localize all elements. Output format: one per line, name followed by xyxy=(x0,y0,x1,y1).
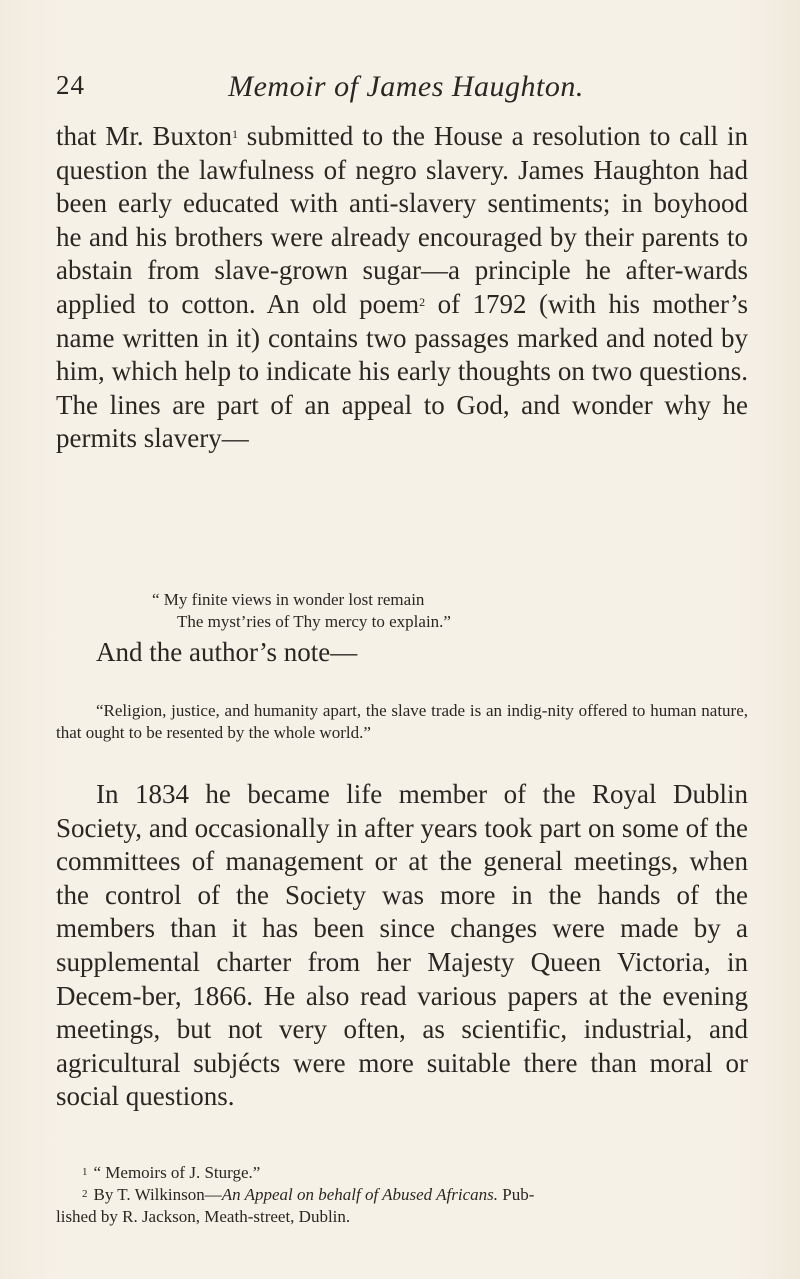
para-1-text-start: that Mr. Buxton xyxy=(56,121,232,151)
running-title: Memoir of James Haughton. xyxy=(228,70,584,103)
page-number: 24 xyxy=(56,70,85,100)
page-header xyxy=(56,70,756,110)
footnote-ref-1: 1 xyxy=(231,127,238,141)
poem-line-2: The myst’ries of Thy mercy to explain.” xyxy=(177,612,451,631)
footnote-1-number: 1 xyxy=(82,1166,88,1178)
footnote-2 xyxy=(56,1184,748,1228)
para-1-text-end: of 1792 (with his mother’s name written in it) contains two passages marked and noted by him, which help to indicate his early thoughts on two questions. The lines are part of an appeal to God, and wonder why he permits slavery— xyxy=(56,288,748,454)
poem-line-1: “ My finite views in wonder lost remain xyxy=(152,590,425,609)
footnote-2-continuation: lished by R. Jackson, Meath-street, Dublin. xyxy=(56,1207,351,1226)
para-2-text: And the author’s note— xyxy=(96,637,358,667)
para-3-text: In 1834 he became life member of the Royal Dublin Society, and occasionally in after years took part on some of the committees of management or at the general meetings, when the control of the Society was more in the hands of the members than it has been since changes were made by a supplemental charter from her Majesty Queen Victoria, in Decem-ber, 1866. He also read various papers at the evening meetings, but not very often, as scientific, industrial, and agricultural subjécts were more suitable there than moral or social questions. xyxy=(56,779,748,1112)
paragraph-buxton xyxy=(56,120,748,456)
footnote-2-text-start: By T. Wilkinson— xyxy=(93,1185,222,1204)
footnote-1-text: “ Memoirs of J. Sturge.” xyxy=(93,1163,261,1182)
footnote-1 xyxy=(56,1162,748,1184)
author-note-quotation xyxy=(56,700,748,744)
para-1-text-middle: submitted to the House a resolution to call in question the lawfulness of negro slavery. James Haughton had been early educated with anti-slavery sentiments; in boyhood he and his brothers were already encouraged by their parents to abstain from slave-grown sugar—a principle he after-wards applied to cotton. An old poem xyxy=(56,121,748,319)
footnotes xyxy=(56,1162,748,1228)
footnote-ref-2: 2 xyxy=(419,294,426,309)
footnote-2-title: An Appeal on behalf of Abused Africans. xyxy=(221,1185,498,1204)
footnote-2-number: 2 xyxy=(82,1188,88,1200)
poem-quotation xyxy=(56,589,748,633)
paragraph-royal-dublin-society xyxy=(56,778,748,1114)
author-note-text: “Religion, justice, and humanity apart, the slave trade is an indig-nity offered to human nature, that ought to be resented by the whole world.” xyxy=(56,701,748,742)
footnote-2-text-end: Pub- xyxy=(497,1185,535,1204)
paragraph-author-note-intro xyxy=(56,636,748,670)
